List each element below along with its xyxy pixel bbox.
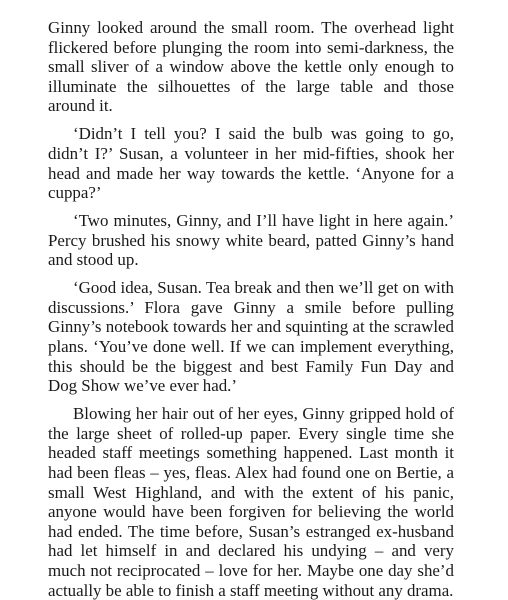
paragraph: ‘Didn’t I tell you? I said the bulb was going to go, didn’t I?’ Susan, a volunteer in her mid-fifties, shook her head and made her way towards the kettle. ‘Anyone for a cuppa?’ (48, 124, 454, 203)
document-page (48, 18, 454, 600)
paragraph: Blowing her hair out of her eyes, Ginny gripped hold of the large sheet of rolled-up paper. Every single time she headed staff meetings something happened. Last month it had been fleas – yes, fleas. Alex had found one on Bertie, a small West Highland, and with the extent of his panic, anyone would have been forgiven for believing the world had ended. The time before, Susan’s estranged ex-husband had let himself in and declared his undying – and very much not reciprocated – love for her. Maybe one day she’d actually be able to finish a staff meeting without any drama. (48, 404, 454, 600)
paragraph: ‘Two minutes, Ginny, and I’ll have light in here again.’ Percy brushed his snowy white beard, patted Ginny’s hand and stood up. (48, 211, 454, 270)
paragraph: ‘Good idea, Susan. Tea break and then we’ll get on with discussions.’ Flora gave Ginny a smile before pulling Ginny’s notebook towards her and squinting at the scrawled plans. ‘You’ve done well. If we can implement everything, this should be the biggest and best Family Fun Day and Dog Show we’ve ever had.’ (48, 278, 454, 396)
paragraph: Ginny looked around the small room. The overhead light flickered before plunging the room into semi-darkness, the small sliver of a window above the kettle only enough to illuminate the silhouettes of the large table and those around it. (48, 18, 454, 116)
